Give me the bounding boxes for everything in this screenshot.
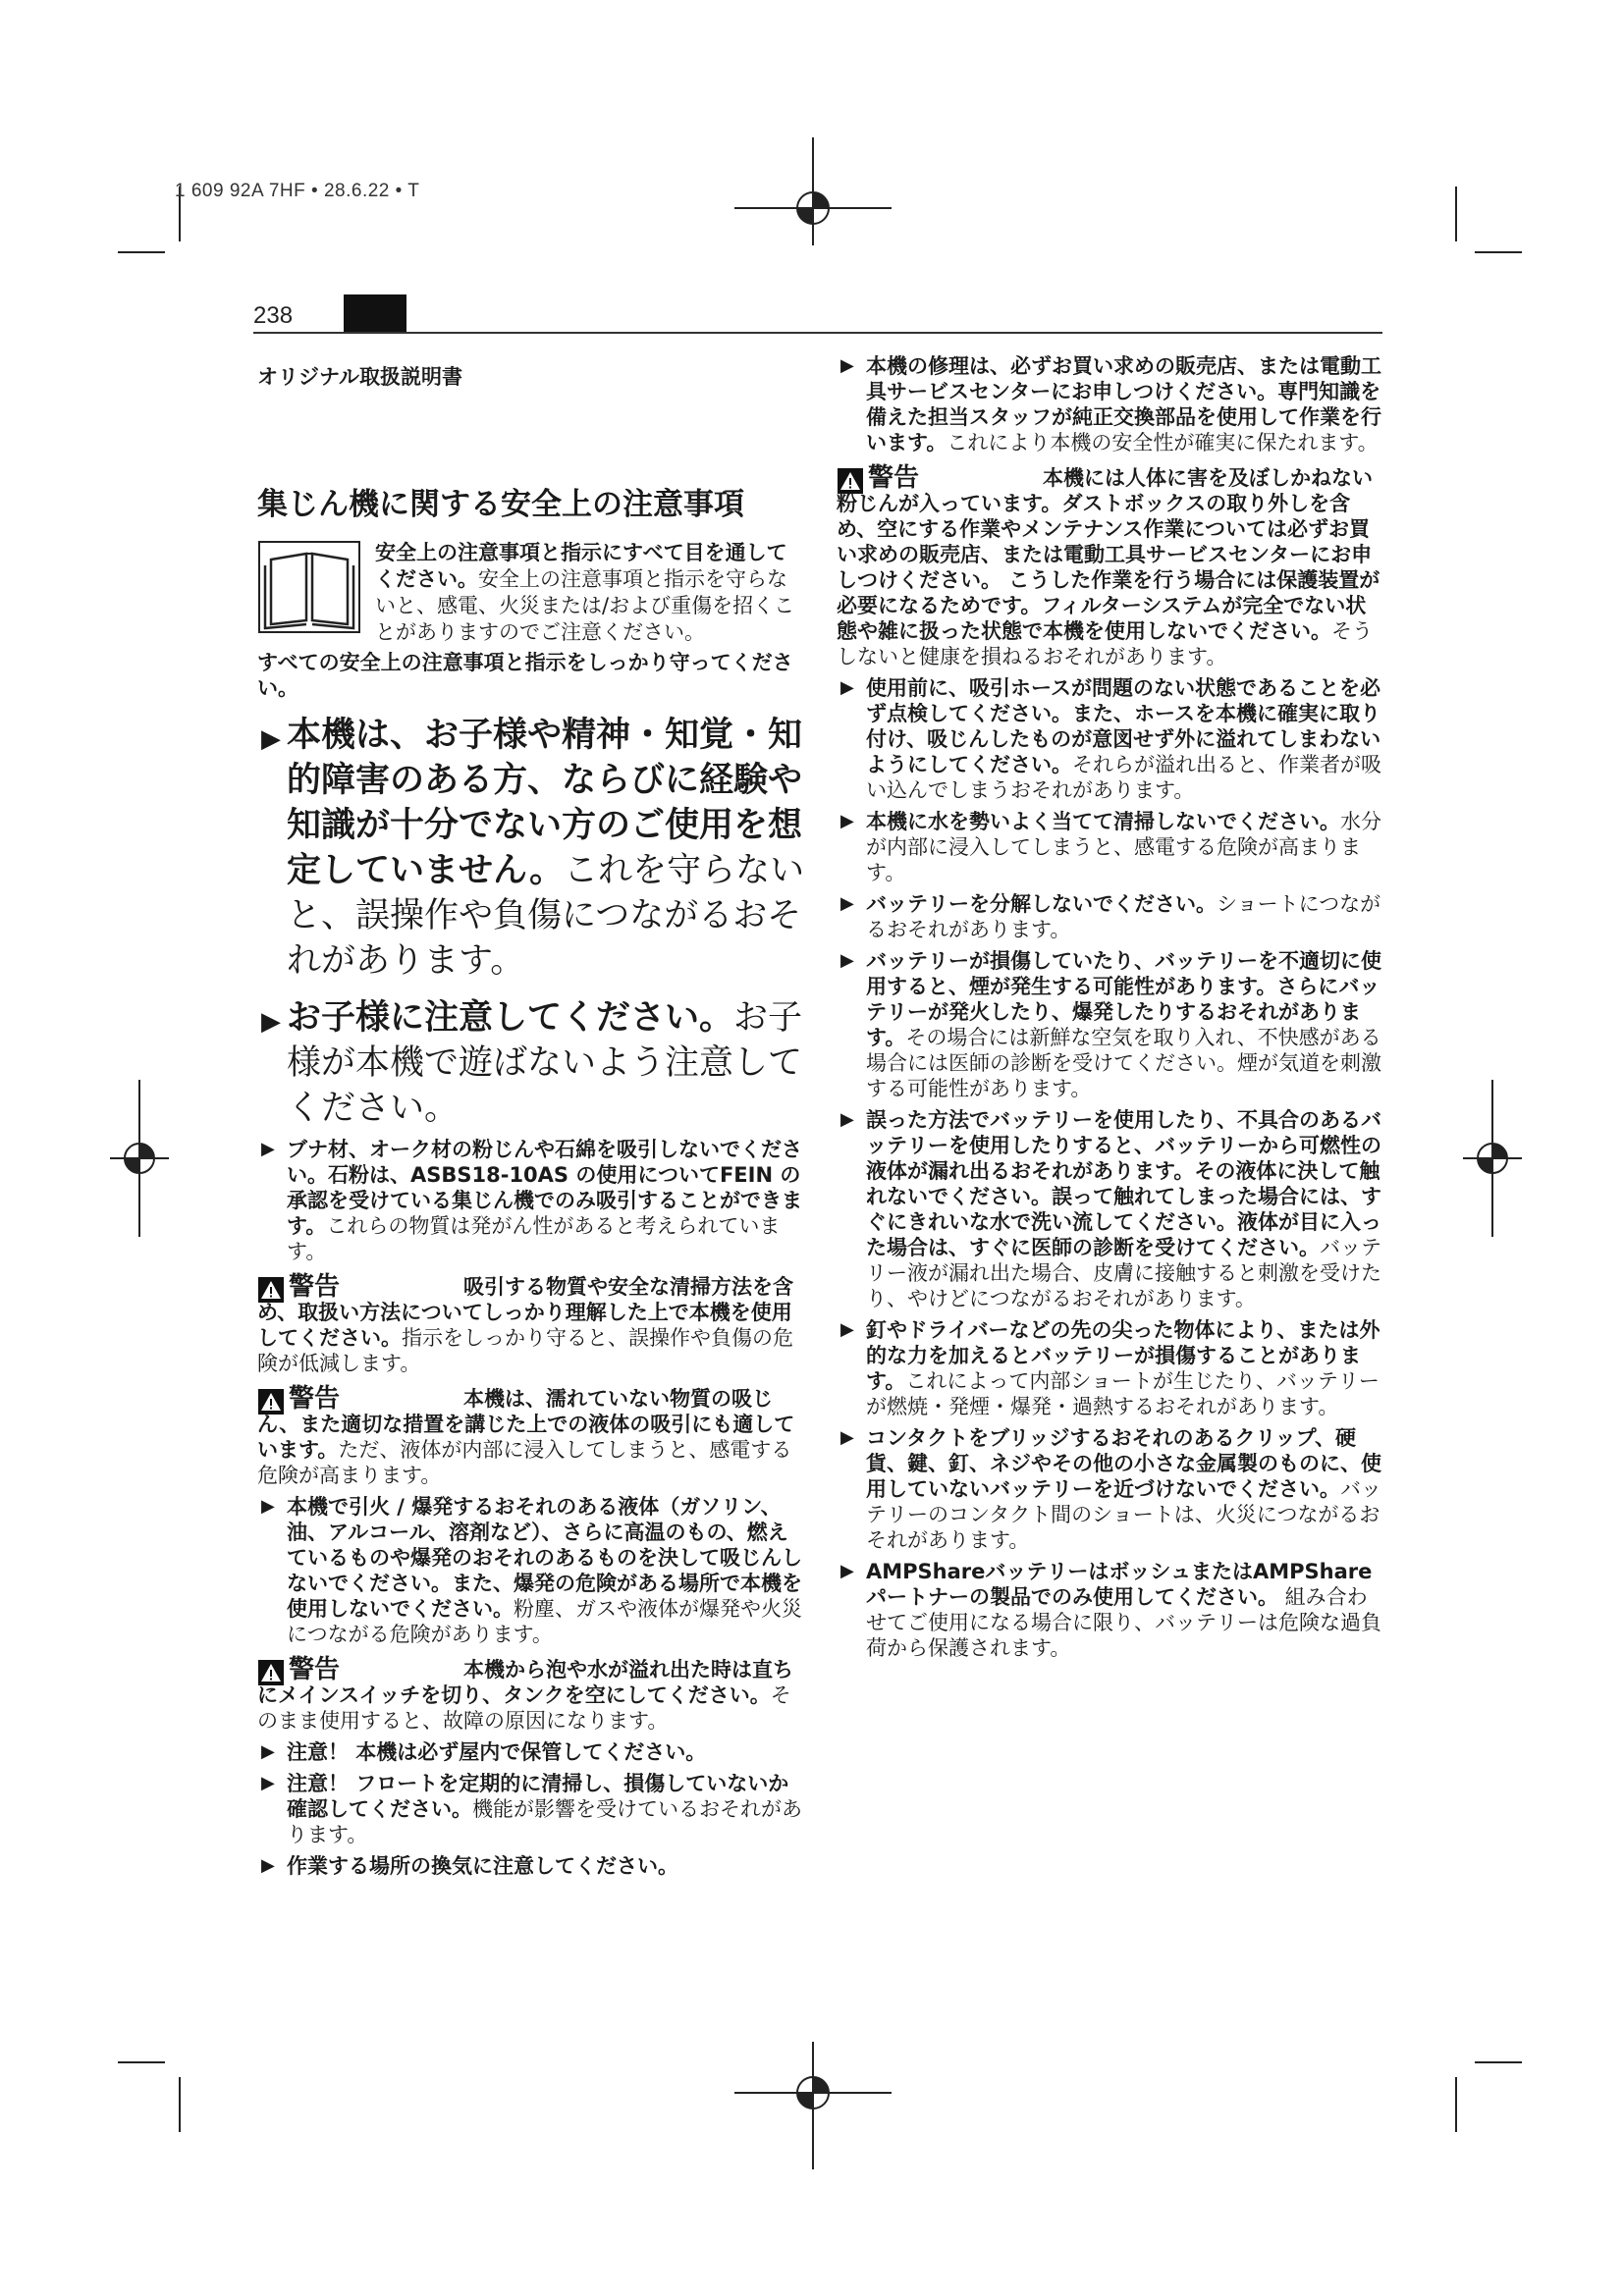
crop-mark: [179, 2077, 181, 2132]
list-item: ▶ コンタクトをブリッジするおそれのあるクリップ、硬貨、鍵、釘、ネジやその他の小さな金属製のものに、使用していないバッテリーを近づけないでください。バッテリーのコンタクト間のショートは、火災につながるおそれがあります。: [840, 1426, 1381, 1552]
warning-block: 警告: [257, 1657, 807, 1686]
intro-block: [257, 540, 807, 646]
list-item: ▶ お子様に注意してください。お子様が本機で遊ばないよう注意してください。: [261, 998, 803, 1128]
crop-mark: [1475, 251, 1522, 253]
intro-rest: 安全上の注意事項と指示を守らないと、感電、火災または/および重傷を招くことがありますのでご注意ください。: [375, 567, 795, 644]
language-tab: [344, 294, 406, 332]
list-item: ▶ ブナ材、オーク材の粉じんや石綿を吸引しないでください。石粉は、ASBS18-10AS の使用についてFEIN の承認を受けている集じん機でのみ吸引することができます。これらの物質は発がん性があると考えられています。: [261, 1138, 802, 1263]
crop-mark: [1455, 187, 1457, 241]
header-rule: [253, 332, 1382, 334]
right-column: [837, 353, 1386, 1661]
left-column: [257, 353, 807, 1879]
warning-block: 警告: [837, 465, 1386, 495]
list-item: ▶ バッテリーが損傷していたり、バッテリーを不適切に使用すると、煙が発生する可能性があります。さらにバッテリーが発火したり、爆発したりするおそれがあります。その場合には新鮮な空気を取り入れ、不快感がある場合には医師の診断を受けてください。煙が気道を刺激する可能性があります。: [840, 949, 1381, 1100]
warning-text: 吸引する物質や安全な清掃方法を含め、取扱い方法についてしっかり理解した上で本機を使用してください。指示をしっかり守ると、誤操作や負傷の危険が低減します。: [257, 1275, 793, 1375]
list-item: ▶ 本機の修理は、必ずお買い求めの販売店、または電動工具サービスセンターにお申しつけください。専門知識を備えた担当スタッフが純正交換部品を使用して作業を行います。これにより本機の安全性が確実に保たれます。: [840, 354, 1381, 454]
crop-mark: [118, 251, 165, 253]
open-book-icon: [257, 540, 361, 634]
registration-mark-top-icon: [734, 137, 892, 245]
list-item: ▶ AMPShareバッテリーはボッシュまたはAMPShareパートナーの製品でのみ使用してください。 組み合わせてご使用になる場合に限り、バッテリーは危険な過負荷から保護されます。: [840, 1560, 1381, 1660]
registration-mark-right-icon: [1463, 1080, 1522, 1237]
registration-mark-bottom-icon: [734, 2042, 892, 2169]
crop-mark: [1475, 2061, 1522, 2063]
list-item: ▶ 注意！ フロートを定期的に清掃し、損傷していないか確認してください。機能が影響を受けているおそれがあります。: [261, 1772, 802, 1846]
list-item: ▶ 本機は、お子様や精神・知覚・知的障害のある方、ならびに経験や知識が十分でない方のご使用を想定していません。これを守らないと、誤操作や負傷につながるおそれがあります。: [261, 716, 805, 981]
warning-block: 警告: [257, 1274, 807, 1278]
page-number: 238: [253, 302, 294, 329]
list-item: ▶ 誤った方法でバッテリーを使用したり、不具合のあるバッテリーを使用したりすると、バッテリーから可燃性の液体が漏れ出るおそれがあります。その液体に決して触れないでください。誤って触れてしまった場合には、すぐにきれいな水で洗い流してください。液体が目に入った場合は、すぐに医師の診断を受けてください。バッテリー液が漏れ出た場合、皮膚に接触すると刺激を受けたり、やけどにつながるおそれがあります。: [840, 1108, 1381, 1310]
intro-text: [375, 540, 807, 646]
list-item: ▶ 本機で引火 / 爆発するおそれのある液体（ガソリン、油、アルコール、溶剤など）、さらに高温のもの、燃えているものや爆発のおそれのあるものを決して吸じんしないでください。また、爆発の危険がある場所で本機を使用しないでください。粉塵、ガスや液体が爆発や火災につながる危険があります。: [261, 1495, 802, 1646]
list-item: ▶ 本機に水を勢いよく当てて清掃しないでください。水分が内部に浸入してしまうと、感電する危険が高まります。: [840, 810, 1381, 884]
registration-mark-left-icon: [110, 1080, 169, 1237]
warning-text: 本機は、濡れていない物質の吸じん、また適切な措置を講じた上での液体の吸引にも適しています。ただ、液体が内部に浸入してしまうと、感電する危険が高まります。: [257, 1387, 795, 1487]
list-item: ▶ 注意！ 本機は必ず屋内で保管してください。: [261, 1740, 707, 1764]
section-title: 集じん機に関する安全上の注意事項: [257, 487, 744, 522]
keep-all-notice: すべての安全上の注意事項と指示をしっかり守ってください。: [257, 651, 793, 700]
warning-text: 本機から泡や水が溢れ出た時は直ちにメインスイッチを切り、タンクを空にしてください。そのまま使用すると、故障の原因になります。: [257, 1658, 793, 1733]
crop-mark: [118, 2061, 165, 2063]
list-item: ▶ 釘やドライバーなどの先の尖った物体により、または外的な力を加えるとバッテリーが損傷することがあります。これによって内部ショートが生じたり、バッテリーが燃焼・発煙・爆発・過熱するおそれがあります。: [840, 1318, 1380, 1418]
list-item: ▶ バッテリーを分解しないでください。ショートにつながるおそれがあります。: [840, 892, 1381, 941]
warning-text: 本機には人体に害を及ぼしかねない粉じんが入っています。ダストボックスの取り外しを含め、空にする作業やメンテナンス作業については必ずお買い求めの販売店、または電動工具サービスセンターにお申しつけください。 こうした作業を行う場合には保護装置が必要になるためです。フィルターシステムが完全でない状態や雑に扱った状態で本機を使用しないでください。そうしないと健康を損ねるおそれがあります。: [837, 466, 1380, 668]
list-item: ▶ 使用前に、吸引ホースが問題のない状態であることを必ず点検してください。また、ホースを本機に確実に取り付け、吸じんしたものが意図せず外に溢れてしまわないようにしてください。それらが溢れ出ると、作業者が吸い込んでしまうおそれがあります。: [840, 676, 1381, 802]
print-slug: 1 609 92A 7HF • 28.6.22 • T: [175, 181, 420, 201]
warning-block: 警告: [257, 1386, 807, 1415]
intro-bold: 安全上の注意事項と指示にすべて目を通してください。: [375, 541, 787, 591]
list-item: ▶ 作業する場所の換気に注意してください。: [261, 1854, 678, 1878]
document-type: オリジナル取扱説明書: [257, 365, 462, 389]
crop-mark: [1455, 2077, 1457, 2132]
